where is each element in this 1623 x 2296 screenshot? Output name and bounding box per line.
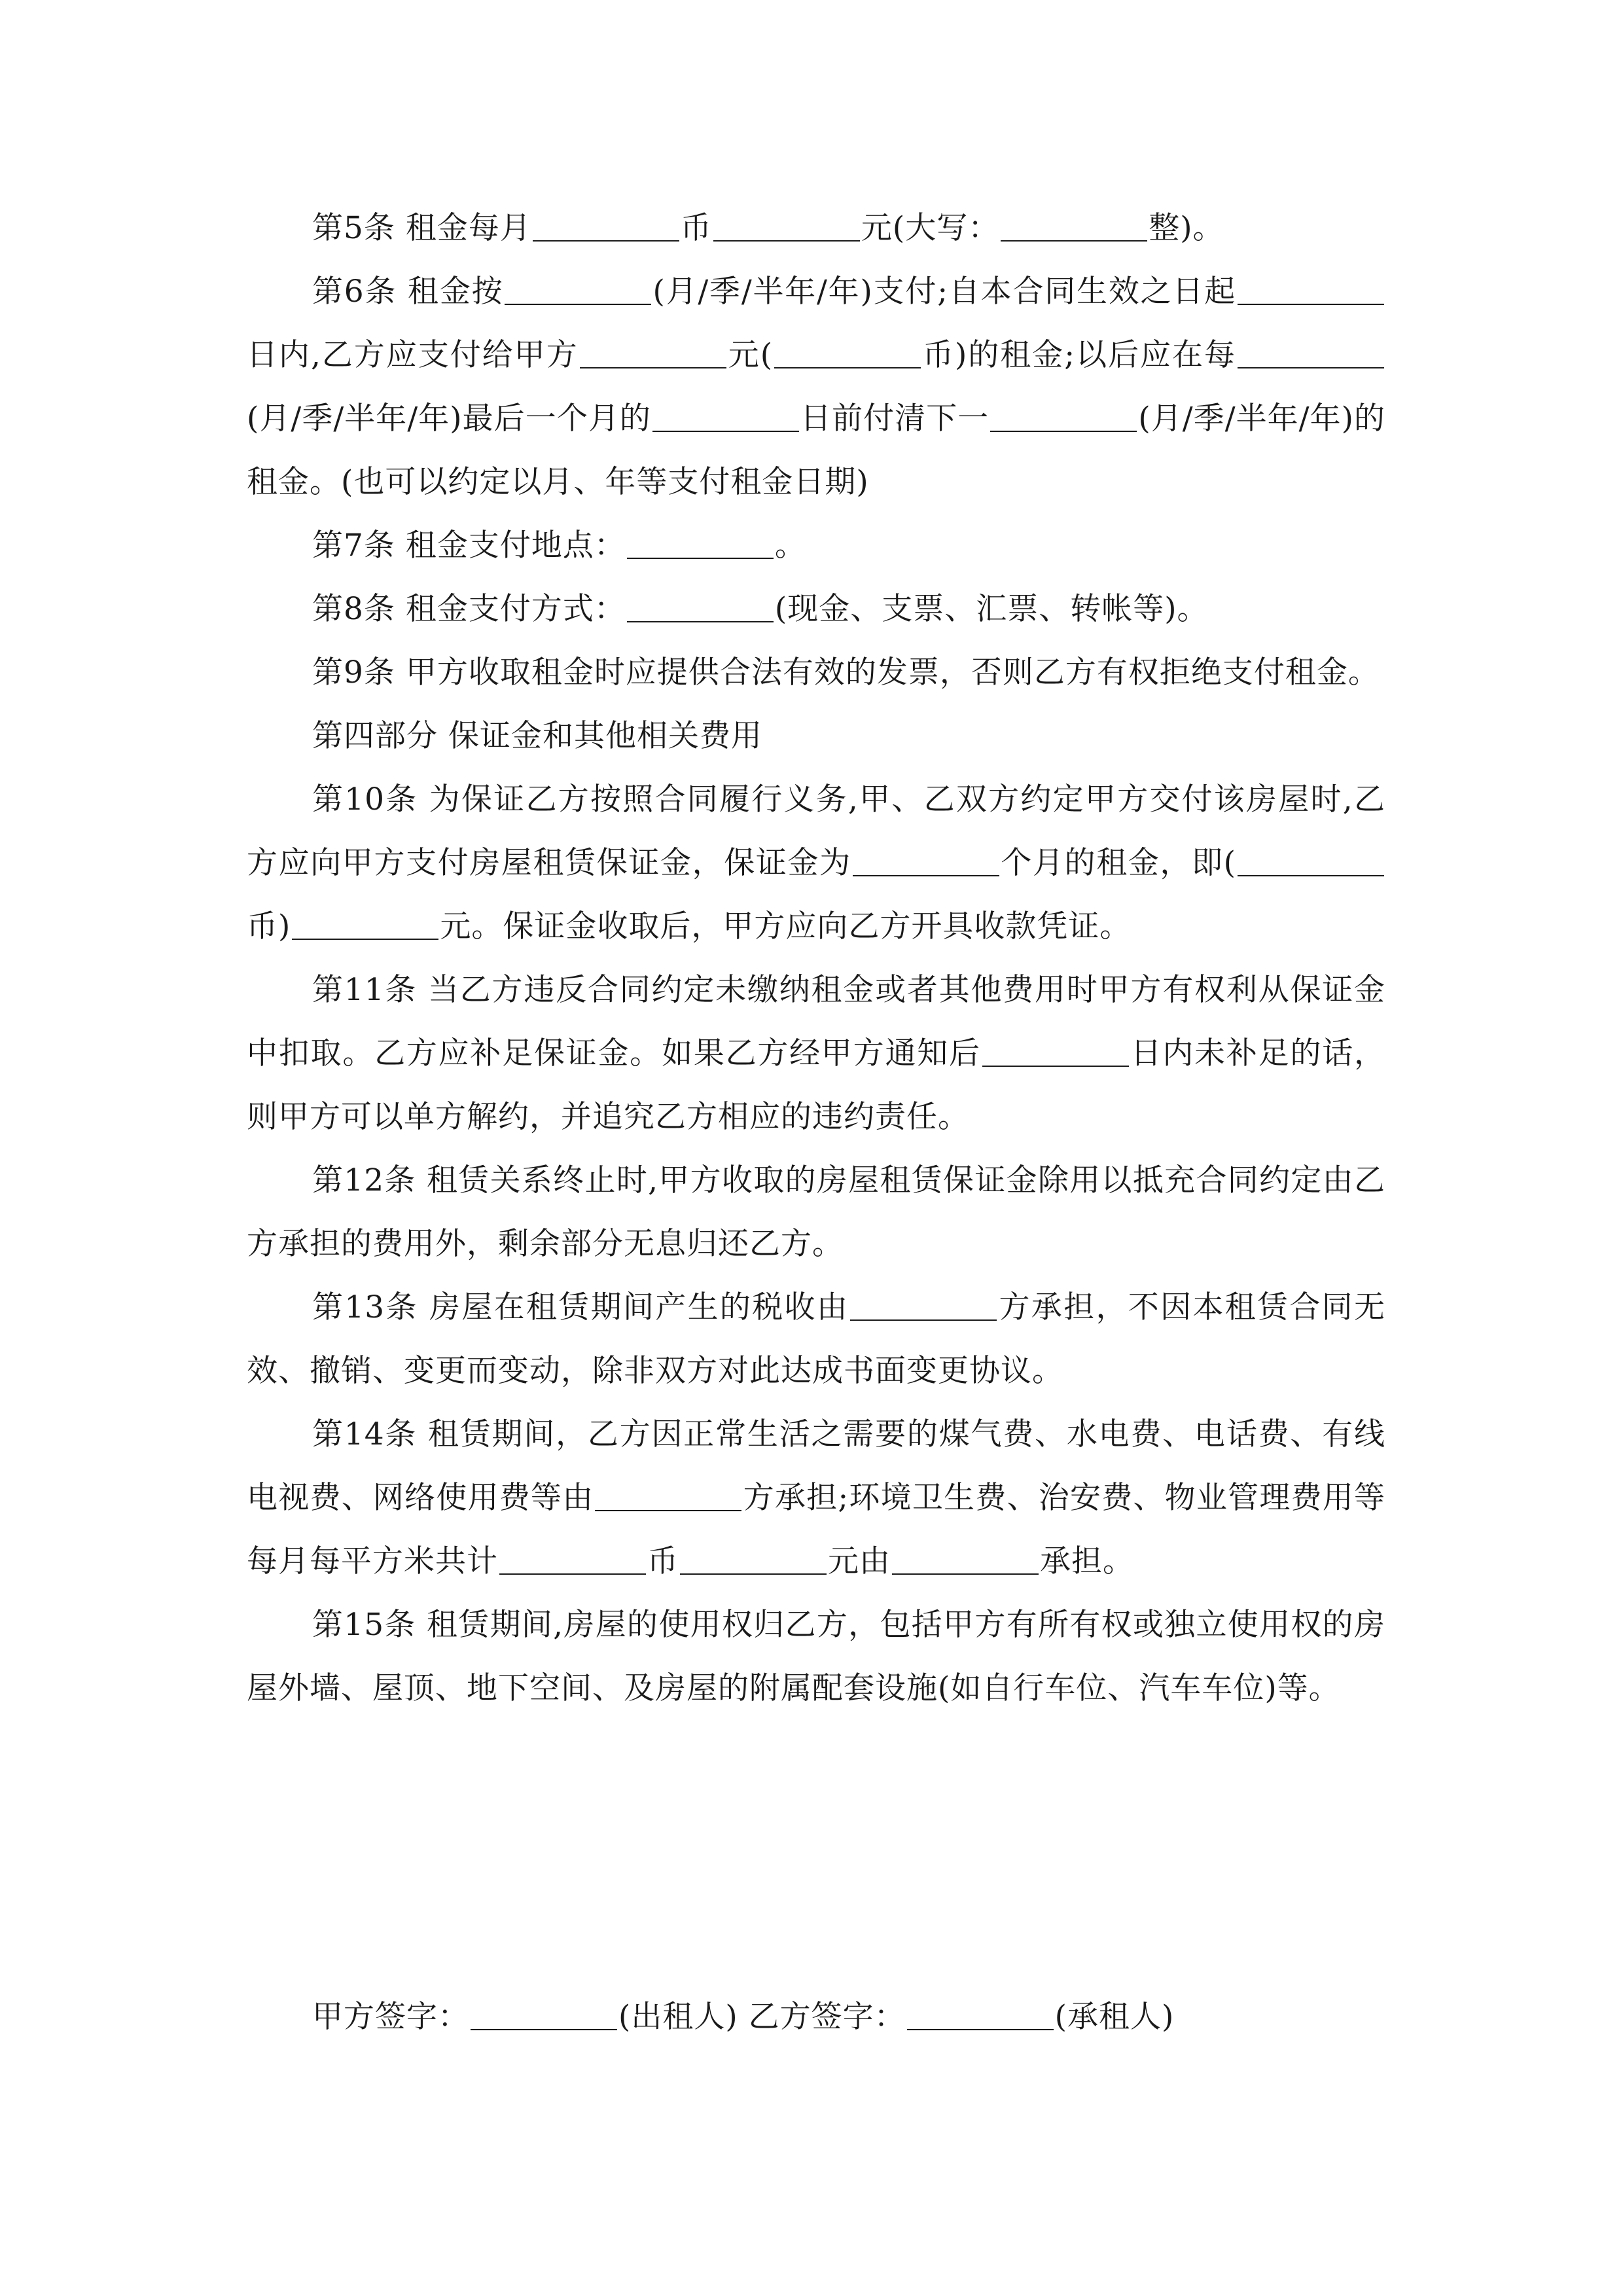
article-label: 第13条 bbox=[312, 1289, 418, 1325]
blank-line bbox=[1001, 209, 1147, 242]
party-b-role: (承租人) bbox=[1054, 1999, 1175, 2035]
party-a-signature-blank bbox=[471, 1998, 617, 2030]
blank-line bbox=[982, 1035, 1129, 1067]
section-heading-part-4: 第四部分 保证金和其他相关费用 bbox=[312, 718, 762, 754]
party-b-signature-label: 乙方签字： bbox=[748, 1999, 906, 2035]
article-13: 第13条 房屋在租赁期间产生的税收由 方承担，不因本租赁合同无效、撤销、变更而变动，除非双方对此达成书面变更协议。 bbox=[247, 1289, 1385, 1389]
blank-line bbox=[499, 1543, 646, 1575]
party-b-signature-blank bbox=[907, 1998, 1054, 2030]
blank-line bbox=[595, 1479, 741, 1511]
blank-line bbox=[292, 908, 438, 940]
blank-line bbox=[850, 1289, 997, 1321]
article-label: 第9条 bbox=[312, 655, 395, 691]
article-label: 第6条 bbox=[312, 274, 397, 310]
blank-line bbox=[505, 273, 651, 305]
party-a-signature-label: 甲方签字： bbox=[312, 1999, 469, 2035]
blank-line bbox=[680, 1543, 827, 1575]
article-5: 第5条 租金每月 币 元(大写： 整)。 bbox=[312, 210, 1224, 246]
article-label: 第8条 bbox=[312, 591, 395, 627]
blank-line bbox=[627, 527, 774, 559]
article-7: 第7条 租金支付地点： 。 bbox=[312, 528, 806, 564]
article-12: 第12条 租赁关系终止时,甲方收取的房屋租赁保证金除用以抵充合同约定由乙方承担的费用外，剩余部分无息归还乙方。 bbox=[247, 1162, 1385, 1262]
article-10: 第10条 为保证乙方按照合同履行义务,甲、乙双方约定甲方交付该房屋时,乙方应向甲方支付房屋租赁保证金，保证金为 个月的租金，即(币) 元。保证金收取后，甲方应向乙方开具收款凭证。 bbox=[247, 781, 1385, 944]
article-6: 第6条 租金按 (月/季/半年/年)支付;自本合同生效之日起日内,乙方应支付给甲方 元( 币)的租金;以后应在每(月/季/半年/年)最后一个月的 日前付清下一 (月/季/半年/年)的租金。(也可以约定以月、年等支付租金日期) bbox=[247, 274, 1385, 500]
blank-line bbox=[853, 844, 999, 876]
contract-body bbox=[247, 196, 1385, 1720]
blank-line bbox=[1238, 844, 1384, 876]
blank-line bbox=[1238, 273, 1384, 305]
blank-line bbox=[533, 209, 679, 242]
signature-line bbox=[312, 1985, 1174, 2049]
article-label: 第11条 bbox=[312, 972, 418, 1008]
article-11: 第11条 当乙方违反合同约定未缴纳租金或者其他费用时甲方有权利从保证金中扣取。乙方应补足保证金。如果乙方经甲方通知后 日内未补足的话，则甲方可以单方解约，并追究乙方相应的违约责任。 bbox=[247, 972, 1386, 1135]
blank-line bbox=[990, 400, 1137, 432]
article-label: 第5条 bbox=[312, 210, 395, 246]
blank-line bbox=[652, 400, 799, 432]
blank-line bbox=[580, 336, 726, 368]
blank-line bbox=[627, 590, 774, 622]
article-label: 第10条 bbox=[312, 781, 418, 817]
blank-line bbox=[774, 336, 921, 368]
article-15: 第15条 租赁期间,房屋的使用权归乙方，包括甲方有所有权或独立使用权的房屋外墙、屋顶、地下空间、及房屋的附属配套设施(如自行车位、汽车车位)等。 bbox=[247, 1607, 1385, 1706]
article-8: 第8条 租金支付方式： (现金、支票、汇票、转帐等)。 bbox=[312, 591, 1209, 627]
blank-line bbox=[892, 1543, 1039, 1575]
article-label: 第15条 bbox=[312, 1607, 416, 1643]
article-label: 第14条 bbox=[312, 1416, 418, 1452]
article-14: 第14条 租赁期间，乙方因正常生活之需要的煤气费、水电费、电话费、有线电视费、网络使用费等由 方承担;环境卫生费、治安费、物业管理费用等每月每平方米共计 币 元由 承担。 bbox=[247, 1416, 1386, 1579]
article-label: 第12条 bbox=[312, 1162, 416, 1198]
party-a-role: (出租人) bbox=[618, 1999, 738, 2035]
blank-line bbox=[1238, 336, 1384, 368]
article-label: 第7条 bbox=[312, 528, 395, 564]
blank-line bbox=[713, 209, 860, 242]
article-9: 第9条 甲方收取租金时应提供合法有效的发票，否则乙方有权拒绝支付租金。 bbox=[312, 655, 1380, 691]
